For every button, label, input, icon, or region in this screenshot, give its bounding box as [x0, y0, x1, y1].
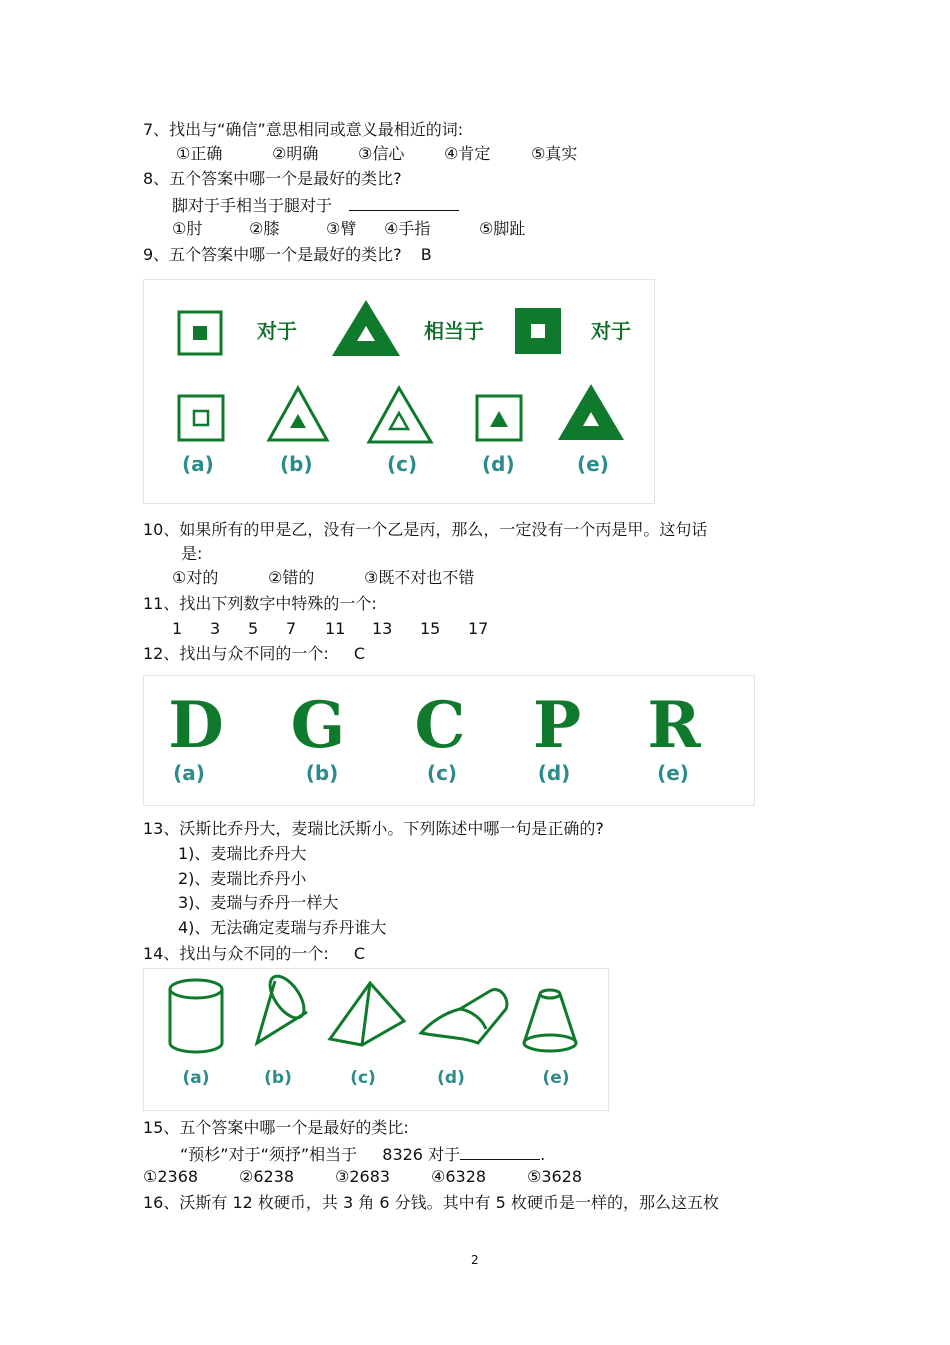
q15-option-3: ③2683 — [335, 1167, 391, 1186]
q7-option-2: ②明确 — [272, 144, 319, 163]
q13-text: 13、沃斯比乔丹大，麦瑞比沃斯小。下列陈述中哪一句是正确的? — [143, 819, 604, 838]
q9-answer: B — [420, 245, 432, 264]
q11-number: 3 — [210, 619, 221, 638]
q8-option-1: ①肘 — [172, 219, 203, 238]
q11-number: 1 — [172, 619, 183, 638]
q9-square-small-dot-icon — [179, 312, 221, 354]
q8-prompt — [172, 194, 459, 216]
q15-option-4: ④6328 — [431, 1167, 487, 1186]
q7-option-1: ①正确 — [176, 144, 223, 163]
q11-number: 7 — [286, 619, 297, 638]
q14-label-d: (d) — [437, 1068, 465, 1088]
q14-pyramid-icon — [330, 983, 404, 1045]
q14-cone-icon — [257, 970, 311, 1043]
q13-option-3: 3)、麦瑞与乔丹一样大 — [178, 893, 339, 912]
q9-solid-square-hollow-icon — [515, 308, 561, 354]
q8-option-2: ②膝 — [249, 219, 280, 238]
q10-option-3: ③既不对也不错 — [364, 568, 475, 587]
q9-option-e-icon — [558, 384, 624, 440]
q13-option-4: 4)、无法确定麦瑞与乔丹谁大 — [178, 918, 387, 937]
q9-option-d-icon — [477, 396, 521, 440]
q12-label-d: (d) — [537, 761, 571, 785]
q16-text: 16、沃斯有 12 枚硬币，共 3 角 6 分钱。其中有 5 枚硬币是一样的，那么这五枚 — [143, 1193, 719, 1212]
q14-text: 14、找出与众不同的一个: — [143, 944, 329, 963]
q10-text: 10、如果所有的甲是乙，没有一个乙是丙，那么，一定没有一个丙是甲。这句话 — [143, 520, 708, 539]
q9-label-b: (b) — [280, 452, 313, 476]
q11-number: 17 — [468, 619, 489, 638]
q11-number: 13 — [372, 619, 393, 638]
q12-answer: C — [353, 644, 366, 663]
q10-text-cont: 是: — [181, 544, 203, 563]
q15-option-2: ②6238 — [239, 1167, 295, 1186]
q10-option-2: ②错的 — [268, 568, 315, 587]
q14-label-b: (b) — [264, 1068, 292, 1088]
q15-option-5: ⑤3628 — [527, 1167, 583, 1186]
q9-label-d: (d) — [482, 452, 515, 476]
q9-line — [143, 245, 432, 265]
q8-answer-blank — [349, 194, 459, 211]
q12-line — [143, 644, 365, 664]
q12-text: 12、找出与众不同的一个: — [143, 644, 329, 663]
q7-option-4: ④肯定 — [444, 144, 491, 163]
q9-option-c-icon — [369, 388, 431, 442]
q15-prompt-b: 8326 对于 — [382, 1145, 461, 1164]
q9-figure — [143, 279, 655, 504]
q12-label-c: (c) — [426, 761, 458, 785]
q15-prompt — [180, 1143, 545, 1165]
q14-half-cylinder-icon — [421, 990, 507, 1043]
q9-option-b-icon — [269, 388, 327, 440]
q12-letter-r: R — [647, 688, 701, 763]
q14-label-a: (a) — [182, 1068, 210, 1088]
q11-number: 15 — [420, 619, 441, 638]
q15-option-1: ①2368 — [143, 1167, 199, 1186]
q11-number: 5 — [248, 619, 259, 638]
q7-text: 7、找出与“确信”意思相同或意义最相近的词: — [143, 120, 464, 139]
q11-text: 11、找出下列数字中特殊的一个: — [143, 594, 377, 613]
q8-option-3: ③臂 — [326, 219, 357, 238]
q12-label-a: (a) — [173, 761, 205, 785]
q12-label-e: (e) — [657, 761, 689, 785]
q14-cylinder-icon — [170, 980, 222, 1052]
q15-text: 15、五个答案中哪一个是最好的类比: — [143, 1118, 409, 1137]
q8-prompt-text: 脚对于手相当于腿对于 — [172, 196, 333, 215]
q12-letter-g: G — [290, 688, 346, 763]
q12-letter-d: D — [168, 688, 224, 763]
q9-label-e: (e) — [577, 452, 609, 476]
q11-number: 11 — [325, 619, 346, 638]
q14-figure — [143, 968, 609, 1111]
q15-prompt-a: “预杉”对于“须抒”相当于 — [180, 1145, 358, 1164]
q12-figure — [143, 675, 755, 806]
q15-prompt-end: . — [540, 1145, 546, 1164]
page-number: 2 — [471, 1253, 479, 1267]
q12-label-b: (b) — [305, 761, 339, 785]
q13-option-1: 1)、麦瑞比乔丹大 — [178, 844, 307, 863]
q9-text: 9、五个答案中哪一个是最好的类比? — [143, 245, 402, 264]
q13-option-2: 2)、麦瑞比乔丹小 — [178, 869, 307, 888]
q15-answer-blank — [460, 1143, 540, 1160]
q9-label-c: (c) — [387, 452, 418, 476]
q9-word-3: 对于 — [591, 319, 631, 343]
q14-frustum-icon — [524, 990, 576, 1051]
q14-label-e: (e) — [542, 1068, 570, 1088]
q12-letter-c: C — [414, 688, 466, 763]
q8-option-5: ⑤脚趾 — [479, 219, 526, 238]
q7-option-3: ③信心 — [358, 144, 405, 163]
q14-line — [143, 944, 365, 964]
q10-option-1: ①对的 — [172, 568, 219, 587]
q14-label-c: (c) — [350, 1068, 376, 1088]
q9-word-1: 对于 — [257, 319, 297, 343]
q9-label-a: (a) — [182, 452, 214, 476]
q7-option-5: ⑤真实 — [531, 144, 578, 163]
q12-letter-p: P — [532, 688, 582, 763]
q8-text: 8、五个答案中哪一个是最好的类比? — [143, 169, 402, 188]
q9-option-a-icon — [179, 396, 223, 440]
q9-word-2: 相当于 — [424, 319, 484, 343]
q9-solid-triangle-hollow-icon — [332, 300, 400, 356]
q8-option-4: ④手指 — [384, 219, 431, 238]
q14-answer: C — [353, 944, 366, 963]
